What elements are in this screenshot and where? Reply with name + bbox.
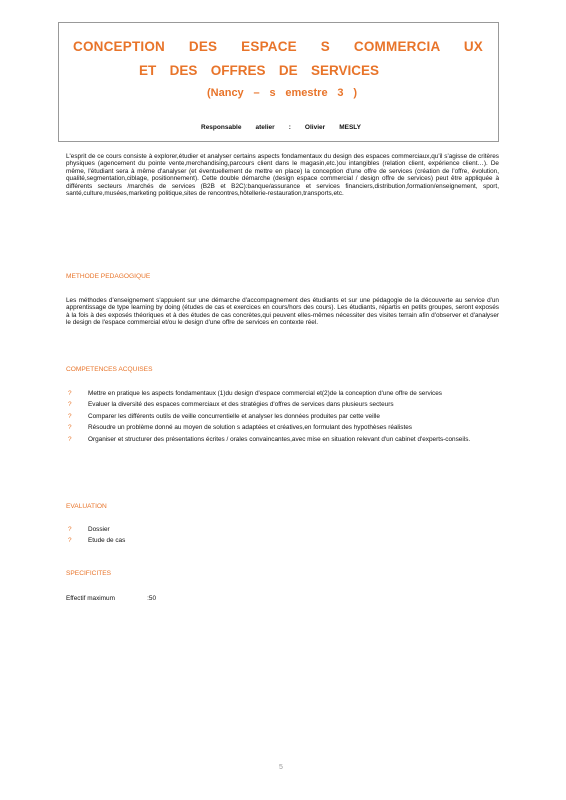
title-box bbox=[58, 22, 499, 142]
bullet-icon: ? bbox=[68, 401, 72, 409]
effectif-label: Effectif maximum bbox=[66, 595, 115, 602]
list-item-text: Evaluer la diversité des espaces commerciaux et des stratégies d'offres de services dans plusieurs secteurs bbox=[88, 401, 394, 409]
specificites-heading: SPECIFICITES bbox=[66, 570, 112, 577]
list-item-text: Dossier bbox=[88, 526, 110, 533]
intro-paragraph: L'esprit de ce cours consiste à explorer,étudier et analyser certains aspects fondamentaux du design des espaces commerciaux,qu'il s'agisse de critères physiques (agencement du pointe vente,merchandising,parcours client dans le magasin,etc.)ou intangibles (relation client, expérience client…). De même, l'étudiant sera à même d'analyser (et éventuellement de mettre en place) la conception d'une offre de services (création de l'offre, évolution, qualité,segmentation,ciblage, positionnement). Cette double démarche (design espace commercial / design offre de services) peut être appliquée à différents secteurs /marchés de services (B2B et B2C):banque/assurance et services financiers,distribution,formation/enseignement, sport, santé,culture,musées,marketing politique,sites de rencontres,hôtellerie-restauration,transports,etc. bbox=[66, 153, 499, 198]
bullet-icon: ? bbox=[68, 412, 72, 420]
title-line-2: ET DES OFFRES DE SERVICES bbox=[139, 63, 379, 78]
list-item-text: Organiser et structurer des présentations écrites / orales convaincantes,avec mise en situation relevant d'un cabinet d'experts-conseils. bbox=[88, 435, 471, 443]
list-item-text: Résoudre un problème donné au moyen de solution s adaptées et créatives,en formulant des hypothèses réalistes bbox=[88, 424, 412, 432]
effectif-value: :50 bbox=[147, 595, 156, 602]
list-item bbox=[66, 413, 499, 420]
competences-list bbox=[66, 390, 499, 447]
evaluation-list bbox=[66, 526, 499, 549]
competences-heading: COMPETENCES ACQUISES bbox=[66, 366, 153, 373]
evaluation-heading: EVALUATION bbox=[66, 503, 107, 510]
bullet-icon: ? bbox=[68, 390, 72, 397]
bullet-icon: ? bbox=[68, 435, 72, 443]
methode-heading: METHODE PEDAGOGIQUE bbox=[66, 273, 151, 280]
list-item bbox=[66, 526, 499, 533]
list-item-text: Comparer les différents outils de veille concurrentielle et analyser les données produites par cette veille bbox=[88, 412, 380, 420]
subtitle: (Nancy – s emestre 3 ) bbox=[207, 87, 357, 99]
bullet-icon: ? bbox=[68, 537, 72, 545]
bullet-icon: ? bbox=[68, 424, 72, 432]
page-number: 5 bbox=[279, 764, 283, 771]
list-item bbox=[66, 537, 499, 544]
list-item bbox=[66, 424, 499, 431]
responsable-line: Responsable atelier : Olivier MESLY bbox=[201, 124, 361, 131]
list-item bbox=[66, 436, 499, 443]
list-item-text: Etude de cas bbox=[88, 537, 126, 545]
list-item-text: Mettre en pratique les aspects fondamentaux (1)du design d'espace commercial et(2)de la conception d'une offre de services bbox=[88, 390, 443, 397]
methode-paragraph: Les méthodes d'enseignement s'appuient sur une démarche d'accompagnement des étudiants et sur une pédagogie de la découverte au service d'un apprentissage de type learning by doing (études de cas et exercices en cours/hors des cours). Les étudiants, répartis en petits groupes, seront exposés à la fois à des exposés théoriques et à des études de cas concrètes,qui peuvent elles-mêmes nécessiter des visites terrain afin d'observer et d'analyser le design de l'espace commercial et/ou le design d'une offre de services en contexte réel. bbox=[66, 297, 499, 327]
effectif-line bbox=[66, 595, 156, 602]
bullet-icon: ? bbox=[68, 526, 72, 533]
list-item bbox=[66, 401, 499, 408]
title-line-1: CONCEPTION DES ESPACE S COMMERCIA UX bbox=[73, 39, 483, 54]
list-item bbox=[66, 390, 499, 397]
